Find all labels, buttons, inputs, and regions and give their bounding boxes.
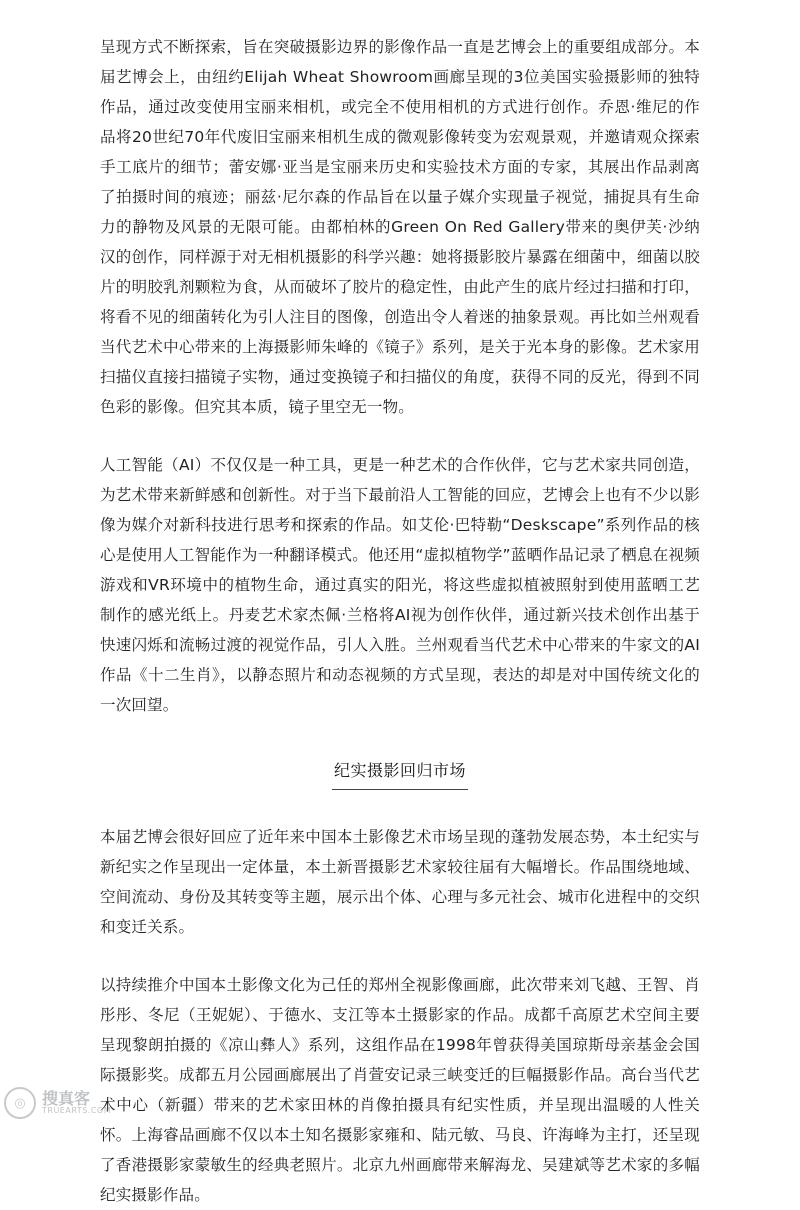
paragraph-documentary-galleries: 以持续推介中国本土影像文化为己任的郑州全视影像画廊，此次带来刘飞越、王智、肖彤彤、冬尼（王妮妮）、于德水、支江等本土摄影家的作品。成都千高原艺术空间主要呈现黎朗拍摄的《凉山彝人》系列，这组作品在1998年曾获得美国琼斯母亲基金会国际摄影奖。成都五月公园画廊展出了肖萱安记录三峡变迁的巨幅摄影作品。高台当代艺术中心（新疆）带来的艺术家田林的肖像拍摄具有纪实性质，并呈现出温暖的人性关怀。上海睿品画廊不仅以本土知名摄影家雍和、陆元敏、马良、许海峰为主打，还呈现了香港摄影家蒙敏生的经典老照片。北京九州画廊带来解海龙、吴建斌等艺术家的多幅纪实摄影作品。 <box>100 976 700 1204</box>
article-body <box>100 32 700 1210</box>
watermark-en-text: TRUEARTS.COM <box>42 1106 112 1116</box>
paragraph-experimental-photography: 呈现方式不断探索，旨在突破摄影边界的影像作品一直是艺博会上的重要组成部分。本届艺博会上，由纽约Elijah Wheat Showroom画廊呈现的3位美国实验摄影师的独特作品，通过改变使用宝丽来相机，或完全不使用相机的方式进行创作。乔恩·维尼的作品将20世纪70年代废旧宝丽来相机生成的微观影像转变为宏观景观，并邀请观众探索手工底片的细节；蕾安娜·亚当是宝丽来历史和实验技术方面的专家，其展出作品剥离了拍摄时间的痕迹；丽兹·尼尔森的作品旨在以量子媒介实现量子视觉，捕捉具有生命力的静物及风景的无限可能。由都柏林的Green On Red Gallery带来的奥伊芙·沙纳汉的创作，同样源于对无相机摄影的科学兴趣：她将摄影胶片暴露在细菌中，细菌以胶片的明胶乳剂颗粒为食，从而破坏了胶片的稳定性，由此产生的底片经过扫描和打印，将看不见的细菌转化为引人注目的图像，创造出令人着迷的抽象景观。再比如兰州观看当代艺术中心带来的上海摄影师朱峰的《镜子》系列，是关于光本身的影像。艺术家用扫描仪直接扫描镜子实物，通过变换镜子和扫描仪的角度，获得不同的反光，得到不同色彩的影像。但究其本质，镜子里空无一物。 <box>100 38 700 416</box>
section-title: 纪实摄影回归市场 <box>332 752 468 790</box>
watermark-logo-icon: ◎ <box>4 1087 36 1119</box>
section-heading <box>100 752 700 790</box>
paragraph-ai-art: 人工智能（AI）不仅仅是一种工具，更是一种艺术的合作伙伴，它与艺术家共同创造，为艺术带来新鲜感和创新性。对于当下最前沿人工智能的回应，艺博会上也有不少以影像为媒介对新科技进行思考和探索的作品。如艾伦·巴特勒“Deskscape”系列作品的核心是使用人工智能作为一种翻译模式。他还用“虚拟植物学”蓝晒作品记录了栖息在视频游戏和VR环境中的植物生命，通过真实的阳光，将这些虚拟植被照射到使用蓝晒工艺制作的感光纸上。丹麦艺术家杰佩·兰格将AI视为创作伙伴，通过新兴技术创作出基于快速闪烁和流畅过渡的视觉作品，引人入胜。兰州观看当代艺术中心带来的牛家文的AI作品《十二生肖》，以静态照片和动态视频的方式呈现，表达的却是对中国传统文化的一次回望。 <box>100 456 700 714</box>
watermark-cn-text: 搜真客 <box>42 1088 91 1108</box>
site-watermark <box>4 1087 111 1119</box>
paragraph-documentary-intro: 本届艺博会很好回应了近年来中国本土影像艺术市场呈现的蓬勃发展态势，本土纪实与新纪实之作呈现出一定体量，本土新晋摄影艺术家较往届有大幅增长。作品围绕地域、空间流动、身份及其转变等主题，展示出个体、心理与多元社会、城市化进程中的交织和变迁关系。 <box>100 828 700 936</box>
